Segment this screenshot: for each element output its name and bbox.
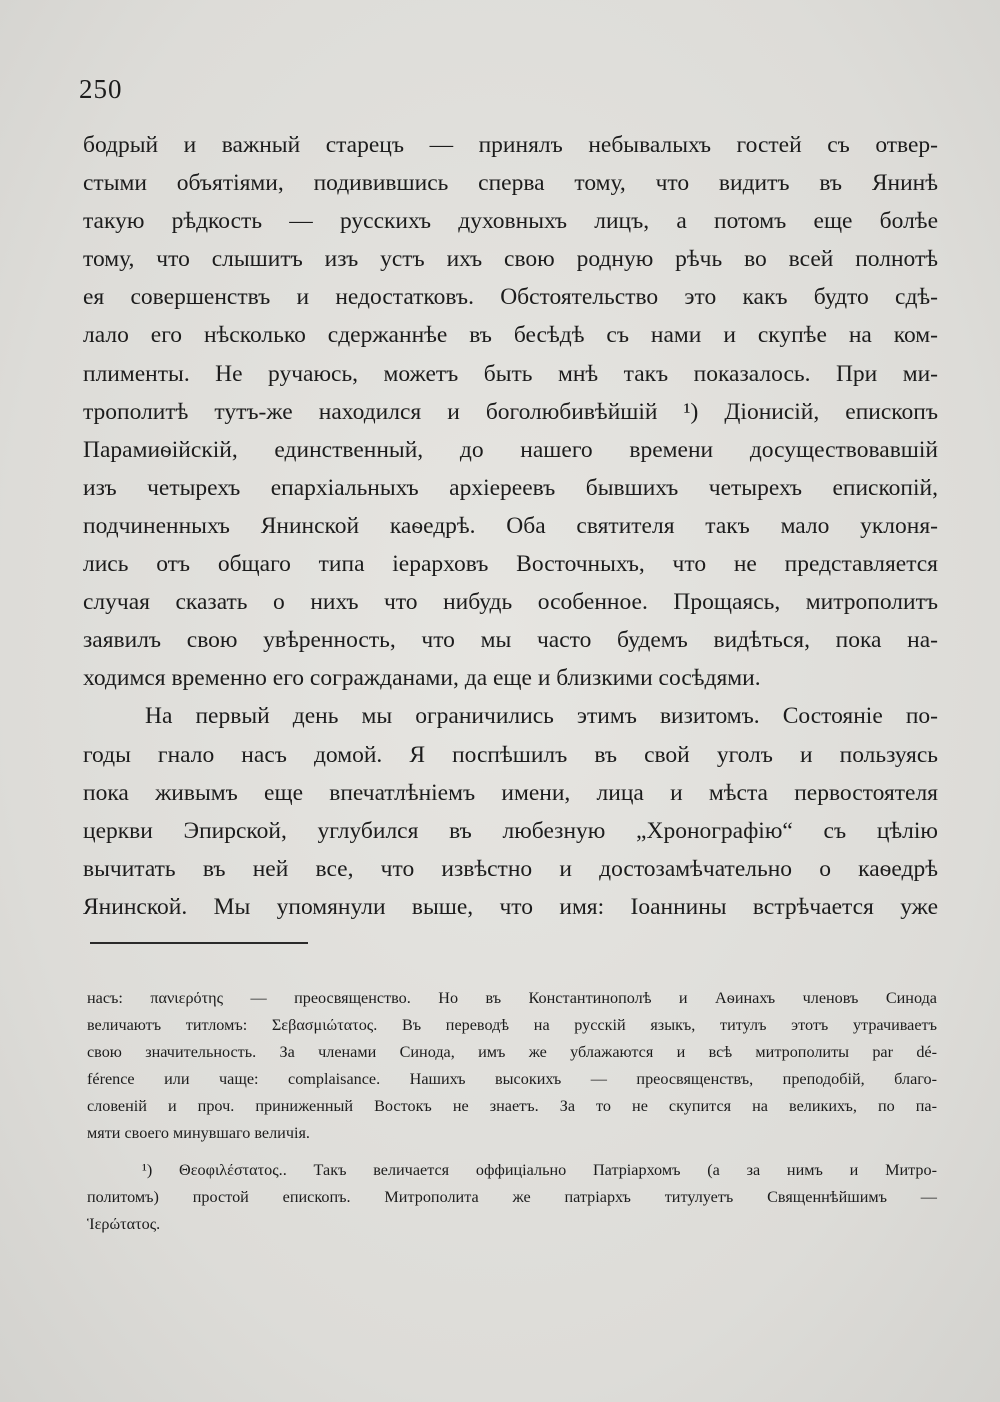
text-line: лись отъ общаго типа іерарховъ Восточныхъ, что не представляется [83,551,938,578]
text-line: церкви Эпирской, углубился въ любезную „Хронографію“ съ цѣлію [83,817,938,844]
text-line: вычитать въ ней все, что извѣстно и достозамѣчательно о каѳедрѣ [83,855,938,882]
text-line: плименты. Не ручаюсь, можетъ быть мнѣ такъ показалось. При ми- [83,360,938,387]
text-line: заявилъ свою увѣренность, что мы часто будемъ видѣться, пока на- [83,627,938,654]
footnote-line: свою значительность. За членами Синода, имъ же ублажаются и всѣ митрополиты par dé- [87,1043,937,1061]
main-text [83,126,938,926]
footnote-line: Ἱερώτατος. [87,1215,161,1233]
text-line: лало его нѣсколько сдержаннѣе въ бесѣдѣ съ нами и скупѣе на ком- [83,322,938,349]
footnote-line: политомъ) простой епископъ. Митрополита же патріархъ титулуетъ Священнѣйшимъ — [87,1188,937,1206]
footnote-line: мяти своего минувшаго величія. [87,1124,310,1142]
text-line: ея совершенствъ и недостатковъ. Обстоятельство это какъ будто сдѣ- [83,284,938,311]
text-line: годы гнало насъ домой. Я поспѣшилъ въ свой уголъ и пользуясь [83,741,938,768]
text-line: Парамиѳійскій, единственный, до нашего времени досуществовавшій [83,436,938,463]
text-line: стыми объятіями, подивившись сперва тому, что видитъ въ Янинѣ [83,170,938,197]
text-line: Янинской. Мы упомянули выше, что имя: Іоаннины встрѣчается уже [83,893,938,920]
text-line: ходимся временно его согражданами, да еще и близкими сосѣдями. [83,665,761,692]
footnote-separator [90,942,308,944]
text-line: трополитѣ тутъ-же находился и боголюбивѣйшій ¹) Діонисій, епископъ [83,398,938,425]
footnote-line: величаютъ титломъ: Σεβασμιώτατος. Въ переводѣ на русскій языкъ, титулъ этотъ утрачиваетъ [87,1016,937,1034]
text-line: бодрый и важный старецъ — принялъ небывалыхъ гостей съ отвер- [83,132,938,158]
footnote-line: словеній и проч. приниженный Востокъ не знаетъ. За то не скупится на великихъ, по па- [87,1097,937,1115]
text-line: На первый день мы ограничились этимъ визитомъ. Состояніе по- [145,703,938,730]
text-line: тому, что слышитъ изъ устъ ихъ свою родную рѣчь во всей полнотѣ [83,246,938,273]
footnotes [87,985,937,1238]
text-line: изъ четырехъ епархіальныхъ архіереевъ бывшихъ четырехъ епископій, [83,474,938,501]
footnote-line: férence или чаще: complaisance. Нашихъ высокихъ — преосвященствъ, преподобій, благо- [87,1070,937,1088]
footnote-line: ¹) Θεοφιλέστατος.. Такъ величается оффиціально Патріархомъ (а за нимъ и Митро- [142,1161,937,1179]
text-line: подчиненныхъ Янинской каѳедрѣ. Оба святителя такъ мало уклоня- [83,512,938,539]
footnote-line: насъ: πανιερότης — преосвященство. Но въ Константинополѣ и Аѳинахъ членовъ Синода [87,989,937,1007]
text-line: такую рѣдкость — русскихъ духовныхъ лицъ, а потомъ еще болѣе [83,208,938,235]
text-line: случая сказать о нихъ что нибудь особенное. Прощаясь, митрополитъ [83,589,938,616]
text-line: пока живымъ еще впечатлѣніемъ имени, лица и мѣста первостоятеля [83,779,938,806]
page-number: 250 [79,74,123,104]
